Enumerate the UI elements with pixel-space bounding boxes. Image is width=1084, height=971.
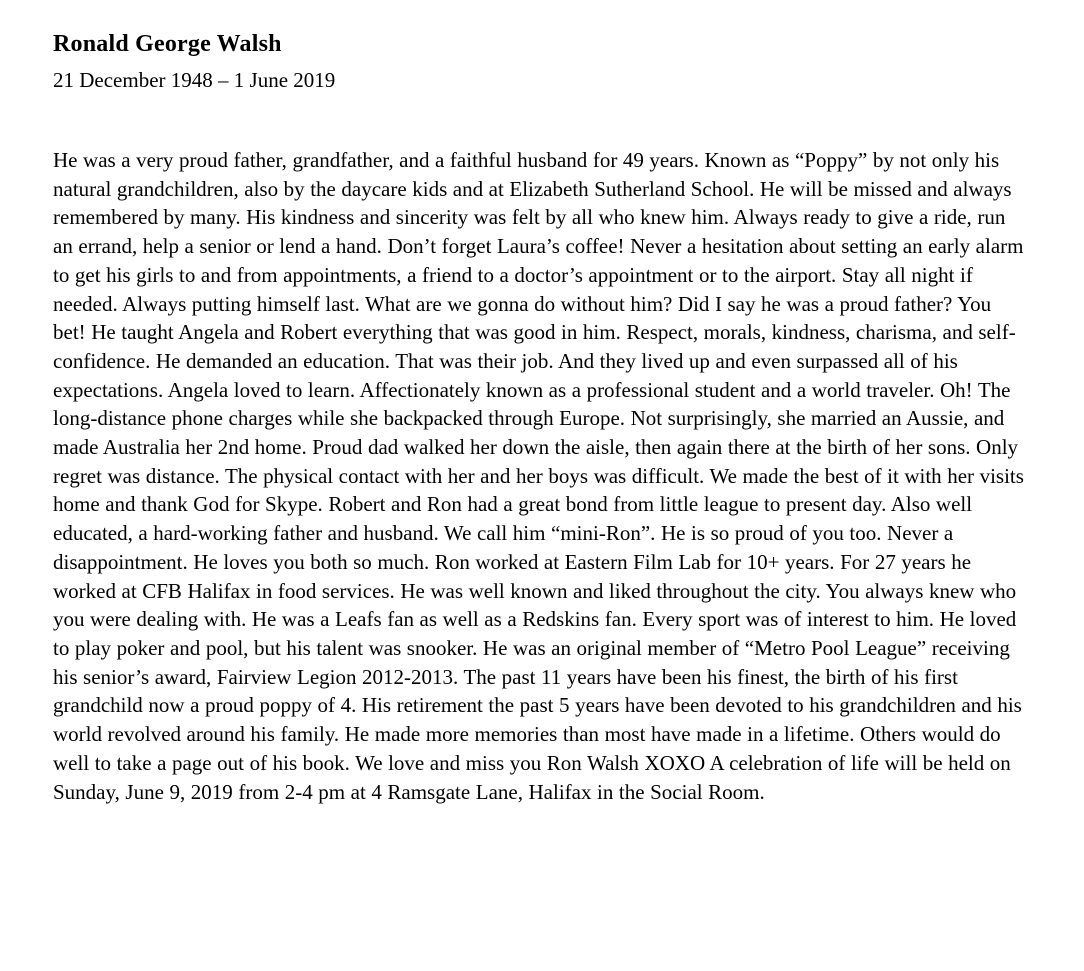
obituary-text: He was a very proud father, grandfather, and a faithful husband for 49 years. Known as “Poppy” by not only his natural grandchildren, also by the daycare kids and at Elizabeth Sutherland School. He will be missed and always remembered by many. His kindness and sincerity was felt by all who knew him. Always ready to give a ride, run an errand, help a senior or lend a hand. Don’t forget Laura’s coffee! Never a hesitation about setting an early alarm to get his girls to and from appointments, a friend to a doctor’s appointment or to the airport. Stay all night if needed. Always putting himself last. What are we gonna do without him? Did I say he was a proud father? You bet! He taught Angela and Robert everything that was good in him. Respect, morals, kindness, charisma, and self-confidence. He demanded an education. That was their job. And they lived up and even surpassed all of his expectations. Angela loved to learn. Affectionately known as a professional student and a world traveler. Oh! The long-distance phone charges while she backpacked through Europe. Not surprisingly, she married an Aussie, and made Australia her 2nd home. Proud dad walked her down the aisle, then again there at the birth of her sons. Only regret was distance. The physical contact with her and her boys was difficult. We made the best of it with her visits home and thank God for Skype. Robert and Ron had a great bond from little league to present day. Also well educated, a hard-working father and husband. We call him “mini-Ron”. He is so proud of you too. Never a disappointment. He loves you both so much. Ron worked at Eastern Film Lab for 10+ years. For 27 years he worked at CFB Halifax in food services. He was well known and liked throughout the city. You always knew who you were dealing with. He was a Leafs fan as well as a Redskins fan. Every sport was of interest to him. He loved to play poker and pool, but his talent was snooker. He was an original member of “Metro Pool League” receiving his senior’s award, Fairview Legion 2012-2013. The past 11 years have been his finest, the birth of his first grandchild now a proud poppy of 4. His retirement the past 5 years have been devoted to his grandchildren and his world revolved around his family. He made more memories than most have made in a lifetime. Others would do well to take a page out of his book. We love and miss you Ron Walsh XOXO A celebration of life will be held on Sunday, June 9, 2019 from 2-4 pm at 4 Ramsgate Lane, Halifax in the Social Room. <box>53 148 1024 804</box>
page-title: Ronald George Walsh <box>53 31 282 57</box>
life-dates: 21 December 1948 – 1 June 2019 <box>53 67 336 92</box>
